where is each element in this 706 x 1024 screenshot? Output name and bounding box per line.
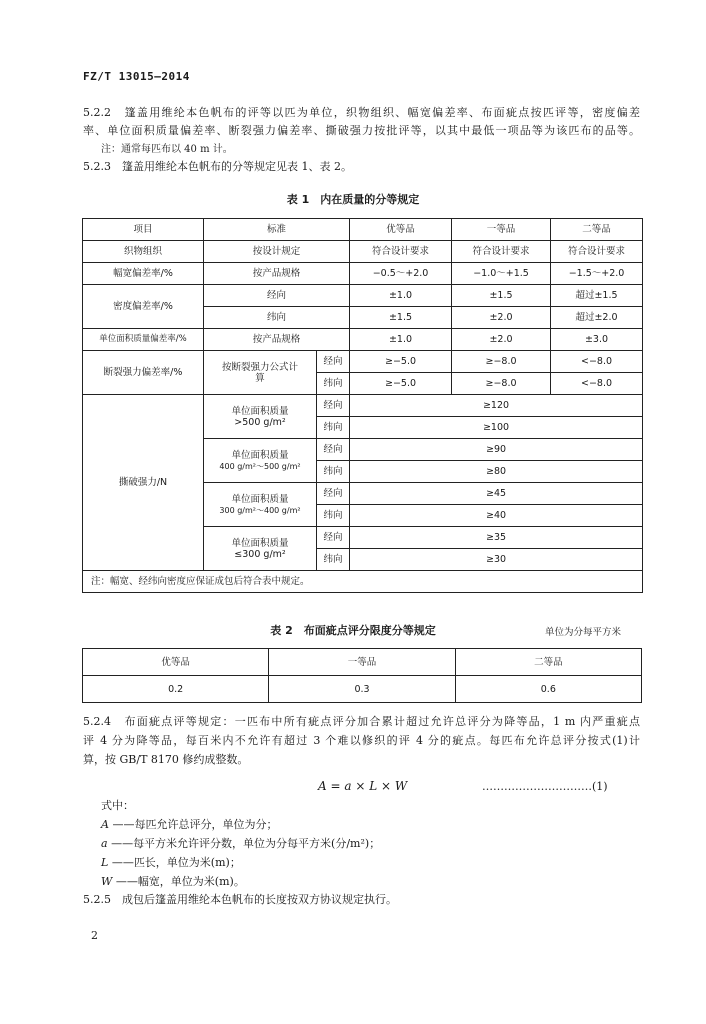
- header-standard: 标准: [204, 219, 350, 241]
- table-header-row: [83, 649, 642, 676]
- header-second: 二等品: [551, 219, 643, 241]
- table-row: [83, 351, 643, 373]
- item-cell: 幅宽偏差率/%: [83, 263, 204, 285]
- value-cell: <−8.0: [551, 373, 643, 395]
- formula-number: …………………………(1): [482, 780, 608, 793]
- definition-L: [101, 856, 658, 870]
- item-cell: 撕破强力/N: [83, 395, 204, 571]
- value-cell: ≥120: [350, 395, 643, 417]
- value-cell: ≥100: [350, 417, 643, 439]
- section-5-2-4-line3: 算，按 GB/T 8170 修约成整数。: [83, 753, 249, 766]
- standard-cell: 按产品规格: [204, 263, 350, 285]
- value-cell: ±3.0: [551, 329, 643, 351]
- value-cell: 0.3: [269, 676, 455, 703]
- header-first: 一等品: [269, 649, 455, 676]
- table-row: [83, 676, 642, 703]
- item-cell: 织物组织: [83, 241, 204, 263]
- value-cell: <−8.0: [551, 351, 643, 373]
- direction-cell: 经向: [317, 351, 350, 373]
- header-premium: 优等品: [350, 219, 452, 241]
- section-5-2-2-line2: 率、单位面积质量偏差率、断裂强力偏差率、撕破强力按批评等，以其中最低一项品等为该匹布的品等。: [83, 124, 640, 137]
- definition-text: ——幅宽，单位为米(m)。: [115, 875, 245, 888]
- value-cell: ±1.5: [452, 285, 551, 307]
- mass-label: 单位面积质量: [231, 449, 289, 461]
- direction-cell: 经向: [317, 483, 350, 505]
- standard-cell: 按断裂强力公式计算: [204, 351, 317, 395]
- mass-range: 400 g/m²～500 g/m²: [219, 461, 301, 471]
- definition-text: ——匹长，单位为米(m)；: [111, 856, 241, 869]
- value-cell: ≥45: [350, 483, 643, 505]
- formula: A = a × L × W: [318, 779, 408, 793]
- value-cell: 超过±2.0: [551, 307, 643, 329]
- section-5-2-4-line1: 5.2.4 布面疵点评等规定：一匹布中所有疵点评分加合累计超过允许总评分为降等品，1 m 内严重疵点: [83, 715, 640, 728]
- item-cell: 密度偏差率/%: [83, 285, 204, 329]
- mass-label: 单位面积质量: [231, 493, 289, 505]
- value-cell: ≥80: [350, 461, 643, 483]
- mass-label: 单位面积质量: [231, 537, 289, 549]
- definition-text: ——每平方米允许评分数，单位为分每平方米(分/m²)；: [111, 837, 381, 850]
- table-row: [83, 329, 643, 351]
- section-5-2-2-note: 注：通常每匹布以 40 m 计。: [101, 144, 233, 155]
- item-cell: 断裂强力偏差率/%: [83, 351, 204, 395]
- symbol: a: [101, 837, 108, 850]
- value-cell: 超过±1.5: [551, 285, 643, 307]
- table-row: [83, 285, 643, 307]
- definition-A: [101, 818, 658, 832]
- header-premium: 优等品: [83, 649, 269, 676]
- value-cell: ±1.0: [350, 329, 452, 351]
- mass-range: ≤300 g/m²: [234, 548, 286, 560]
- value-cell: ≥−5.0: [350, 351, 452, 373]
- value-cell: −1.0～+1.5: [452, 263, 551, 285]
- direction-cell: 纬向: [317, 417, 350, 439]
- direction-cell: 纬向: [317, 505, 350, 527]
- value-cell: −0.5～+2.0: [350, 263, 452, 285]
- definition-W: [101, 875, 658, 889]
- direction-cell: 纬向: [317, 549, 350, 571]
- section-5-2-5: 5.2.5 成包后篷盖用维纶本色帆布的长度按双方协议规定执行。: [83, 893, 397, 906]
- standard-cell: 按产品规格: [204, 329, 350, 351]
- table-header-row: [83, 219, 643, 241]
- table-row: [83, 241, 643, 263]
- header-first: 一等品: [452, 219, 551, 241]
- item-cell: 单位面积质量偏差率/%: [83, 329, 204, 351]
- table2-defect-grading: [82, 648, 642, 703]
- where-label: 式中：: [101, 799, 134, 812]
- value-cell: ≥35: [350, 527, 643, 549]
- definition-text: ——每匹允许总评分，单位为分；: [112, 818, 278, 831]
- value-cell: ≥−8.0: [452, 373, 551, 395]
- value-cell: −1.5～+2.0: [551, 263, 643, 285]
- direction-cell: 经向: [317, 395, 350, 417]
- mass-label: 单位面积质量: [231, 405, 289, 417]
- value-cell: ≥90: [350, 439, 643, 461]
- header-second: 二等品: [455, 649, 641, 676]
- value-cell: 0.2: [83, 676, 269, 703]
- table-row: [83, 395, 643, 417]
- value-cell: ≥−5.0: [350, 373, 452, 395]
- table1-title: 表 1 内在质量的分等规定: [286, 193, 420, 206]
- value-cell: ≥40: [350, 505, 643, 527]
- value-cell: ±1.0: [350, 285, 452, 307]
- mass-range: >500 g/m²: [234, 416, 286, 428]
- value-cell: ±1.5: [350, 307, 452, 329]
- standard-cell: [204, 527, 317, 571]
- section-5-2-4-line2: 评 4 分为降等品，每百米内不允许有超过 3 个难以修织的评 4 分的疵点。每匹布允许总评分按式(1)计: [83, 734, 640, 747]
- section-5-2-2-line1: 5.2.2 篷盖用维纶本色帆布的评等以匹为单位，织物组织、幅宽偏差率、布面疵点按匹评等，密度偏差: [83, 106, 640, 119]
- standard-cell: 经向: [204, 285, 350, 307]
- table-note-row: [83, 571, 643, 593]
- standard-cell: [204, 483, 317, 527]
- direction-cell: 纬向: [317, 373, 350, 395]
- standard-cell: [204, 439, 317, 483]
- value-cell: ≥−8.0: [452, 351, 551, 373]
- standard-code: FZ/T 13015—2014: [83, 70, 190, 83]
- symbol: L: [101, 856, 109, 869]
- mass-range: 300 g/m²～400 g/m²: [219, 505, 301, 515]
- definition-a: [101, 837, 658, 851]
- standard-cell: [204, 395, 317, 439]
- value-cell: ±2.0: [452, 307, 551, 329]
- value-cell: ≥30: [350, 549, 643, 571]
- header-item: 项目: [83, 219, 204, 241]
- section-5-2-3: 5.2.3 篷盖用维纶本色帆布的分等规定见表 1、表 2。: [83, 160, 352, 173]
- direction-cell: 经向: [317, 527, 350, 549]
- direction-cell: 经向: [317, 439, 350, 461]
- standard-cell: 按设计规定: [204, 241, 350, 263]
- table1-quality-grading: [82, 218, 643, 593]
- symbol: A: [101, 818, 109, 831]
- symbol: W: [101, 875, 113, 888]
- table2-title: 表 2 布面疵点评分限度分等规定: [270, 624, 436, 637]
- value-cell: ±2.0: [452, 329, 551, 351]
- table-row: [83, 263, 643, 285]
- value-cell: 符合设计要求: [452, 241, 551, 263]
- direction-cell: 纬向: [317, 461, 350, 483]
- value-cell: 符合设计要求: [551, 241, 643, 263]
- page-number: 2: [91, 929, 98, 942]
- standard-cell: 纬向: [204, 307, 350, 329]
- value-cell: 符合设计要求: [350, 241, 452, 263]
- value-cell: 0.6: [455, 676, 641, 703]
- table-note: 注：幅宽、经纬向密度应保证成包后符合表中规定。: [83, 571, 643, 593]
- table2-unit: 单位为分每平方米: [545, 627, 622, 638]
